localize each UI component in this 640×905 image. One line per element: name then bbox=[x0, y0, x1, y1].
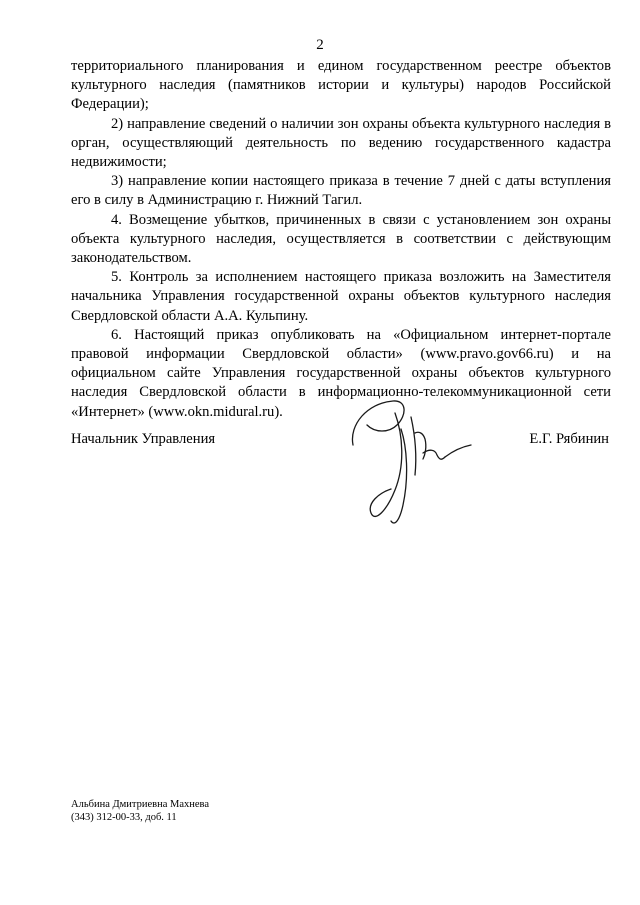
paragraph-point-5: 5. Контроль за исполнением настоящего приказа возложить на Заместителя начальника Управления государственной охраны объектов культурного наследия Свердловской области А.А. Кульпину. bbox=[71, 269, 611, 324]
signatory-title: Начальник Управления bbox=[71, 431, 216, 447]
signatory-name: Е.Г. Рябинин bbox=[529, 431, 609, 447]
document-body bbox=[71, 57, 611, 422]
executor-phone: (343) 312-00-33, доб. 11 bbox=[71, 812, 177, 823]
handwritten-signature bbox=[345, 395, 475, 535]
paragraph-point-6: 6. Настоящий приказ опубликовать на «Официальном интернет-портале правовой информации Свердловской области» (www.pravo.gov66.ru) и на официальном сайте Управления государственной охраны объектов культурного наследия Свердловской области в информационно-телекоммуникационной сети «Интернет» (www.okn.midural.ru). bbox=[71, 326, 611, 420]
paragraph-point-4: 4. Возмещение убытков, причиненных в связи с установлением зон охраны объекта культурного наследия, осуществляется в соответствии с действующим законодательством. bbox=[71, 211, 611, 267]
page-number: 2 bbox=[316, 37, 324, 53]
paragraph-continuation: территориального планирования и едином государственном реестре объектов культурного наследия (памятников истории и культуры) народов Российской Федерации); bbox=[71, 58, 611, 113]
paragraph-item-2: 2) направление сведений о наличии зон охраны объекта культурного наследия в орган, осуществляющий деятельность по ведению государственного кадастра недвижимости; bbox=[71, 115, 611, 171]
executor-name: Альбина Дмитриевна Махнева bbox=[71, 799, 210, 810]
paragraph-item-3: 3) направление копии настоящего приказа в течение 7 дней с даты вступления его в силу в Администрацию г. Нижний Тагил. bbox=[71, 173, 611, 209]
executor-contact bbox=[71, 798, 209, 824]
